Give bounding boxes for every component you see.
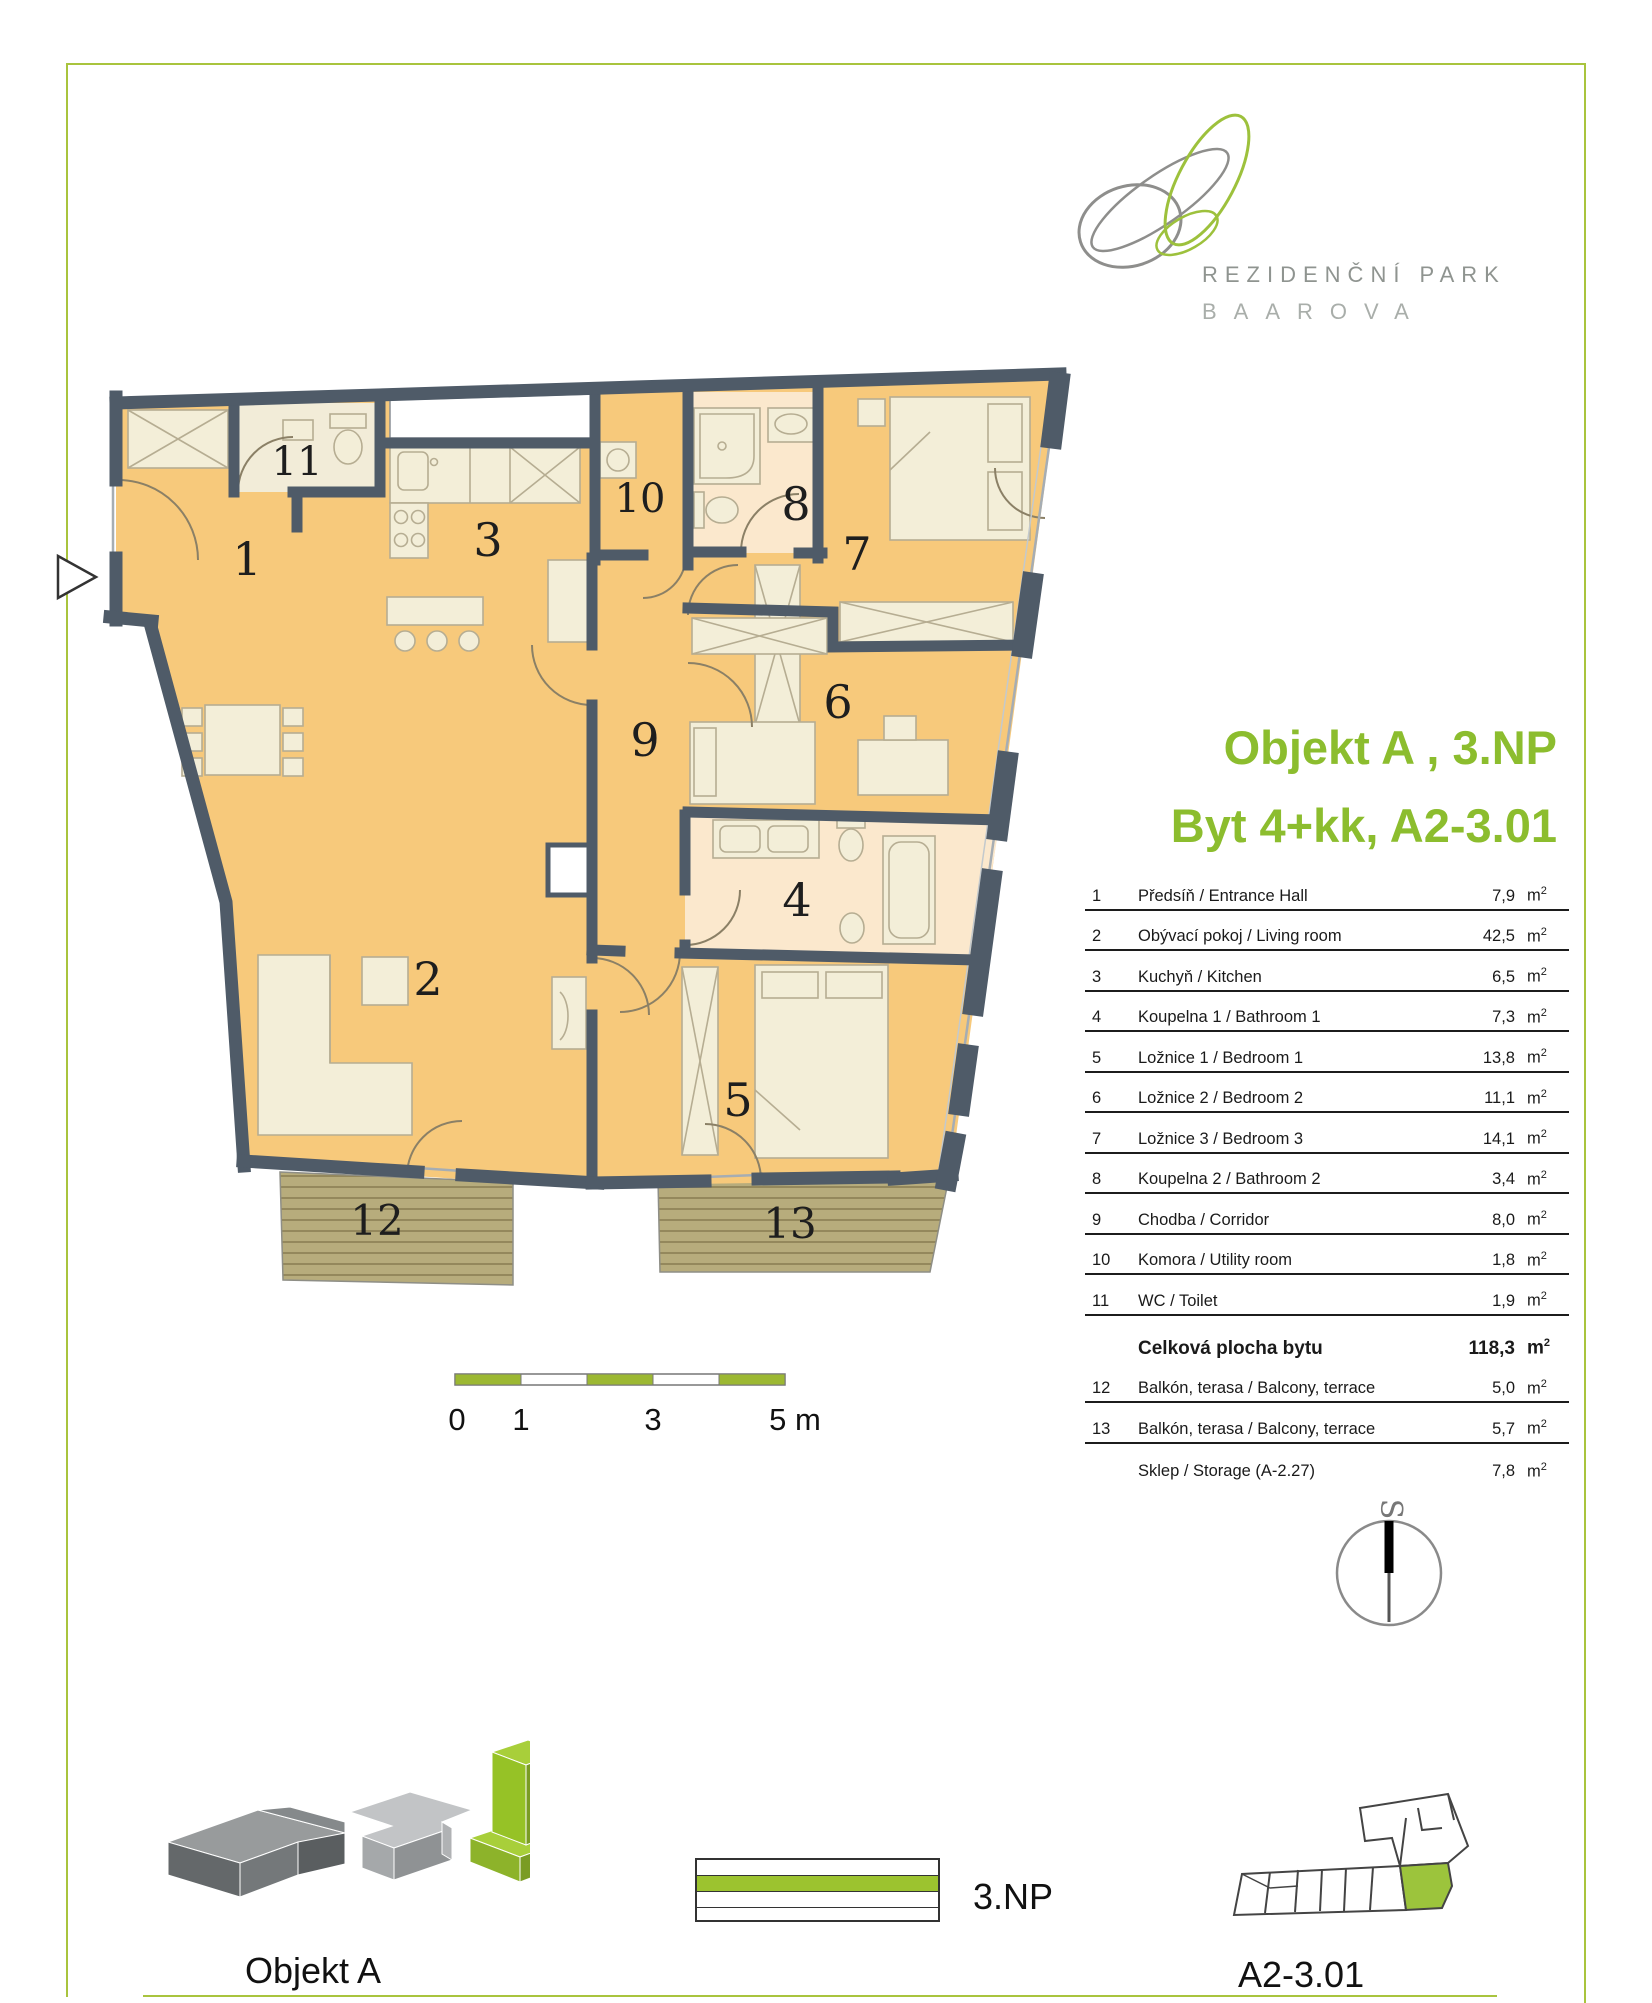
row-label: Sklep / Storage (A-2.27) [1138,1462,1316,1480]
row-number: 3 [1092,967,1102,986]
row-unit: $m^2$ [1527,1209,1547,1229]
row-unit: $m^2$ [1527,1460,1547,1480]
row-unit: $m^2$ [1527,1249,1547,1269]
row-value: 7,9 [1492,886,1515,905]
row-value: 1,9 [1492,1291,1515,1310]
table-row [1085,1363,1569,1404]
row-value: 8,0 [1492,1210,1515,1229]
svg-text:2: 2 [413,952,443,1006]
frame-top [67,63,1586,65]
svg-text:3: 3 [644,1402,662,1437]
row-unit: $m^2$ [1527,1087,1547,1107]
frame-right [1584,63,1586,2003]
row-unit: $m^2$ [1527,1337,1551,1359]
row-number: 11 [1092,1291,1110,1310]
svg-text:S: S [1373,1498,1408,1520]
row-number: 4 [1092,1008,1102,1026]
row-number: 7 [1092,1129,1102,1148]
row-value: 5,7 [1492,1419,1515,1438]
row-label: WC / Toilet [1138,1291,1218,1310]
row-label: Balkón, terasa / Balcony, terrace [1138,1419,1376,1438]
row-unit: $m^2$ [1527,1418,1547,1438]
table-row [1085,1316,1569,1363]
unit-label: A2-3.01 [1238,1954,1365,1995]
table-row [1085,911,1569,952]
compass-icon [1322,1495,1457,1640]
row-number: 6 [1092,1089,1102,1107]
brand-name: REZIDENČNÍ PARK [1202,262,1506,287]
row-unit: $m^2$ [1527,1006,1547,1026]
row-number: 13 [1092,1419,1111,1438]
shaft-notch [390,394,592,438]
svg-text:1: 1 [512,1402,530,1437]
entrance-arrow-icon [58,556,96,598]
row-label: Komora / Utility room [1138,1251,1293,1269]
row-value: 7,3 [1492,1008,1515,1026]
table-row [1085,1073,1569,1114]
row-label: Ložnice 3 / Bedroom 3 [1138,1129,1304,1148]
svg-text:3: 3 [473,513,503,567]
svg-text:13: 13 [763,1199,817,1248]
floor-label: 3.NP [973,1876,1054,1917]
table-row [1085,1403,1569,1444]
row-unit: $m^2$ [1527,885,1547,905]
room-table [1085,870,1569,1484]
row-label: Koupelna 1 / Bathroom 1 [1138,1008,1321,1026]
row-number: 9 [1092,1210,1102,1229]
svg-text:4: 4 [782,873,812,927]
row-value: 3,4 [1492,1170,1515,1188]
svg-text:8: 8 [781,477,811,531]
row-value: 5,0 [1492,1379,1515,1397]
row-value: 1,8 [1492,1251,1515,1269]
row-label: Obývací pokoj / Living room [1138,927,1342,945]
row-unit: $m^2$ [1527,1290,1547,1310]
row-label: Ložnice 1 / Bedroom 1 [1138,1048,1304,1067]
floor-plan [55,340,1085,1450]
table-row [1085,1032,1569,1073]
svg-text:5: 5 [723,1073,753,1127]
floor-stack-icon [695,1858,940,1922]
row-label: Koupelna 2 / Bathroom 2 [1138,1170,1321,1188]
row-number: 2 [1092,927,1102,945]
row-number: 10 [1092,1251,1111,1269]
row-label: Celková plocha bytu [1138,1337,1323,1359]
svg-text:10: 10 [614,476,666,522]
row-value: 11,1 [1484,1089,1515,1107]
row-number: 12 [1092,1379,1111,1397]
row-number: 8 [1092,1170,1102,1188]
row-label: Ložnice 2 / Bedroom 2 [1138,1089,1304,1107]
svg-text:11: 11 [271,439,323,485]
building-label: Objekt A [244,1950,382,1991]
row-unit: $m^2$ [1527,1047,1547,1067]
svg-text:9: 9 [630,713,660,767]
sheet-title-line2: Byt 4+kk, A2-3.01 [1170,799,1557,852]
table-row [1085,1113,1569,1154]
table-row [1085,951,1569,992]
svg-text:12: 12 [350,1196,404,1245]
row-value: 118,3 [1468,1337,1515,1359]
svg-text:1: 1 [232,532,262,586]
row-number: 1 [1092,886,1102,905]
row-unit: $m^2$ [1527,1377,1547,1397]
row-label: Balkón, terasa / Balcony, terrace [1138,1379,1376,1397]
svg-text:6: 6 [823,675,853,729]
unit-miniplan [1210,1778,1540,1943]
row-label: Chodba / Corridor [1138,1210,1270,1229]
table-row [1085,1444,1569,1485]
brand-subname: BAAROVA [1202,299,1426,324]
scale-bar [448,1374,820,1437]
table-row [1085,992,1569,1033]
table-row [1085,1275,1569,1316]
row-value: 13,8 [1482,1048,1515,1067]
row-value: 14,1 [1482,1129,1515,1148]
row-label: Kuchyň / Kitchen [1138,967,1262,986]
row-value: 7,8 [1492,1462,1515,1480]
table-row [1085,1235,1569,1276]
row-unit: $m^2$ [1527,925,1547,945]
row-unit: $m^2$ [1527,966,1547,986]
svg-text:5 m: 5 m [769,1402,821,1437]
svg-text:0: 0 [448,1402,466,1437]
row-value: 42,5 [1482,927,1515,945]
table-row [1085,1154,1569,1195]
row-number: 5 [1092,1048,1102,1067]
row-label: Předsíň / Entrance Hall [1138,886,1308,905]
sheet-title-line1: Objekt A , 3.NP [1223,721,1557,774]
table-row [1085,1194,1569,1235]
table-row [1085,870,1569,911]
svg-text:7: 7 [842,527,872,581]
building-3d-icon [140,1690,530,1945]
row-value: 6,5 [1492,967,1515,986]
row-unit: $m^2$ [1527,1168,1547,1188]
row-unit: $m^2$ [1527,1128,1547,1148]
